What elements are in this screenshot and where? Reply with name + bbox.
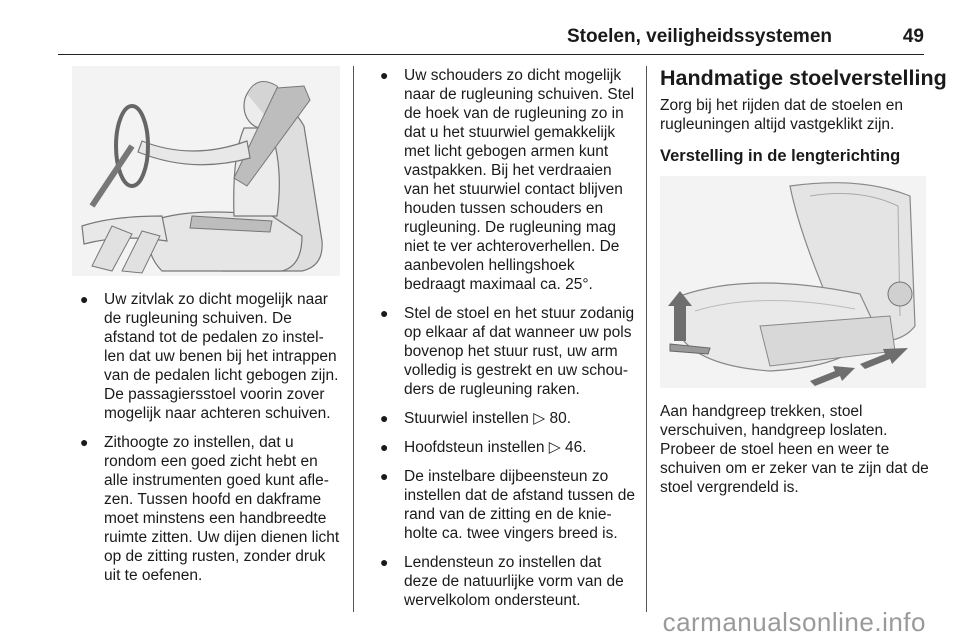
bullet-list-col2 (372, 66, 636, 610)
bullet-icon: ● (80, 291, 89, 307)
column-3 (660, 66, 947, 497)
driver-seated-position-illustration (72, 66, 340, 276)
list-item: ● De instelbare dijbeensteun zo instellen dat de afstand tussen de rand van de zitting en de knie-holte ca. twee vingers breed is. (380, 468, 635, 542)
page-number: 49 (902, 26, 924, 47)
column-divider (353, 66, 354, 612)
seat-longitudinal-adjustment-illustration (660, 176, 926, 388)
list-item: ● Uw zitvlak zo dicht mogelijk naar de rugleuning schuiven. De afstand tot de pedalen zo instel-len dat uw benen bij het intrappen van de pedalen licht gebogen zijn. De passagiersstoel voorin zover mogelijk naar achteren schuiven. (80, 291, 339, 422)
list-item: ● Stuurwiel instellen ▷ 80. (380, 410, 572, 427)
bullet-icon: ● (380, 67, 389, 83)
body-paragraph: Aan handgreep trekken, stoel verschuiven, handgreep loslaten. Probeer de stoel heen en weer te schuiven om er zeker van te zijn dat de stoel vergrendeld is. (660, 403, 929, 496)
column-2 (372, 66, 636, 620)
list-item: ● Zithoogte zo instellen, dat u rondom een goed zicht hebt en alle instrumenten goed kunt afle-zen. Tussen hoofd en dakframe moet minstens een handbreedte ruimte zitten. Uw dijen dienen licht op de zitting rusten, zonder druk uit te oefenen. (80, 434, 340, 584)
bullet-icon: ● (380, 439, 389, 455)
column-divider (646, 66, 647, 612)
bullet-icon: ● (380, 468, 389, 484)
bullet-icon: ● (380, 410, 389, 426)
list-item: ● Lendensteun zo instellen dat deze de natuurlijke vorm van de wervelkolom ondersteunt. (380, 554, 624, 609)
section-title: Stoelen, veiligheidssystemen (566, 26, 832, 47)
list-item: ● Stel de stoel en het stuur zodanig op elkaar af dat wanneer uw pols bovenop het stuur rust, uw arm volledig is gestrekt en uw schou-ders de rugleuning raken. (380, 305, 635, 398)
subsection-heading: Verstelling in de lengterichting (660, 147, 901, 165)
list-item: ● Uw schouders zo dicht mogelijk naar de rugleuning schuiven. Stel de hoek van de rugleuning zo in dat u het stuurwiel gemakkelijk met licht gebogen armen kunt vastpakken. Bij het verdraaien van het stuurwiel contact blijven houden tussen schouders en rugleuning. De rugleuning mag niet te ver achteroverhellen. De aanbevolen hellingshoek bedraagt maximaal ca. 25°. (380, 67, 635, 293)
watermark: carmanualsonline.info (662, 607, 926, 637)
page-header (58, 16, 924, 55)
bullet-icon: ● (80, 434, 89, 450)
bullet-icon: ● (380, 305, 389, 321)
bullet-list-col1 (72, 290, 344, 585)
bullet-icon: ● (380, 554, 389, 570)
section-heading: Handmatige stoelverstelling (660, 66, 947, 90)
column-1 (72, 66, 344, 595)
list-item: ● Hoofdsteun instellen ▷ 46. (380, 439, 587, 456)
intro-paragraph: Zorg bij het rijden dat de stoelen en rugleuningen altijd vastgeklikt zijn. (660, 97, 903, 133)
